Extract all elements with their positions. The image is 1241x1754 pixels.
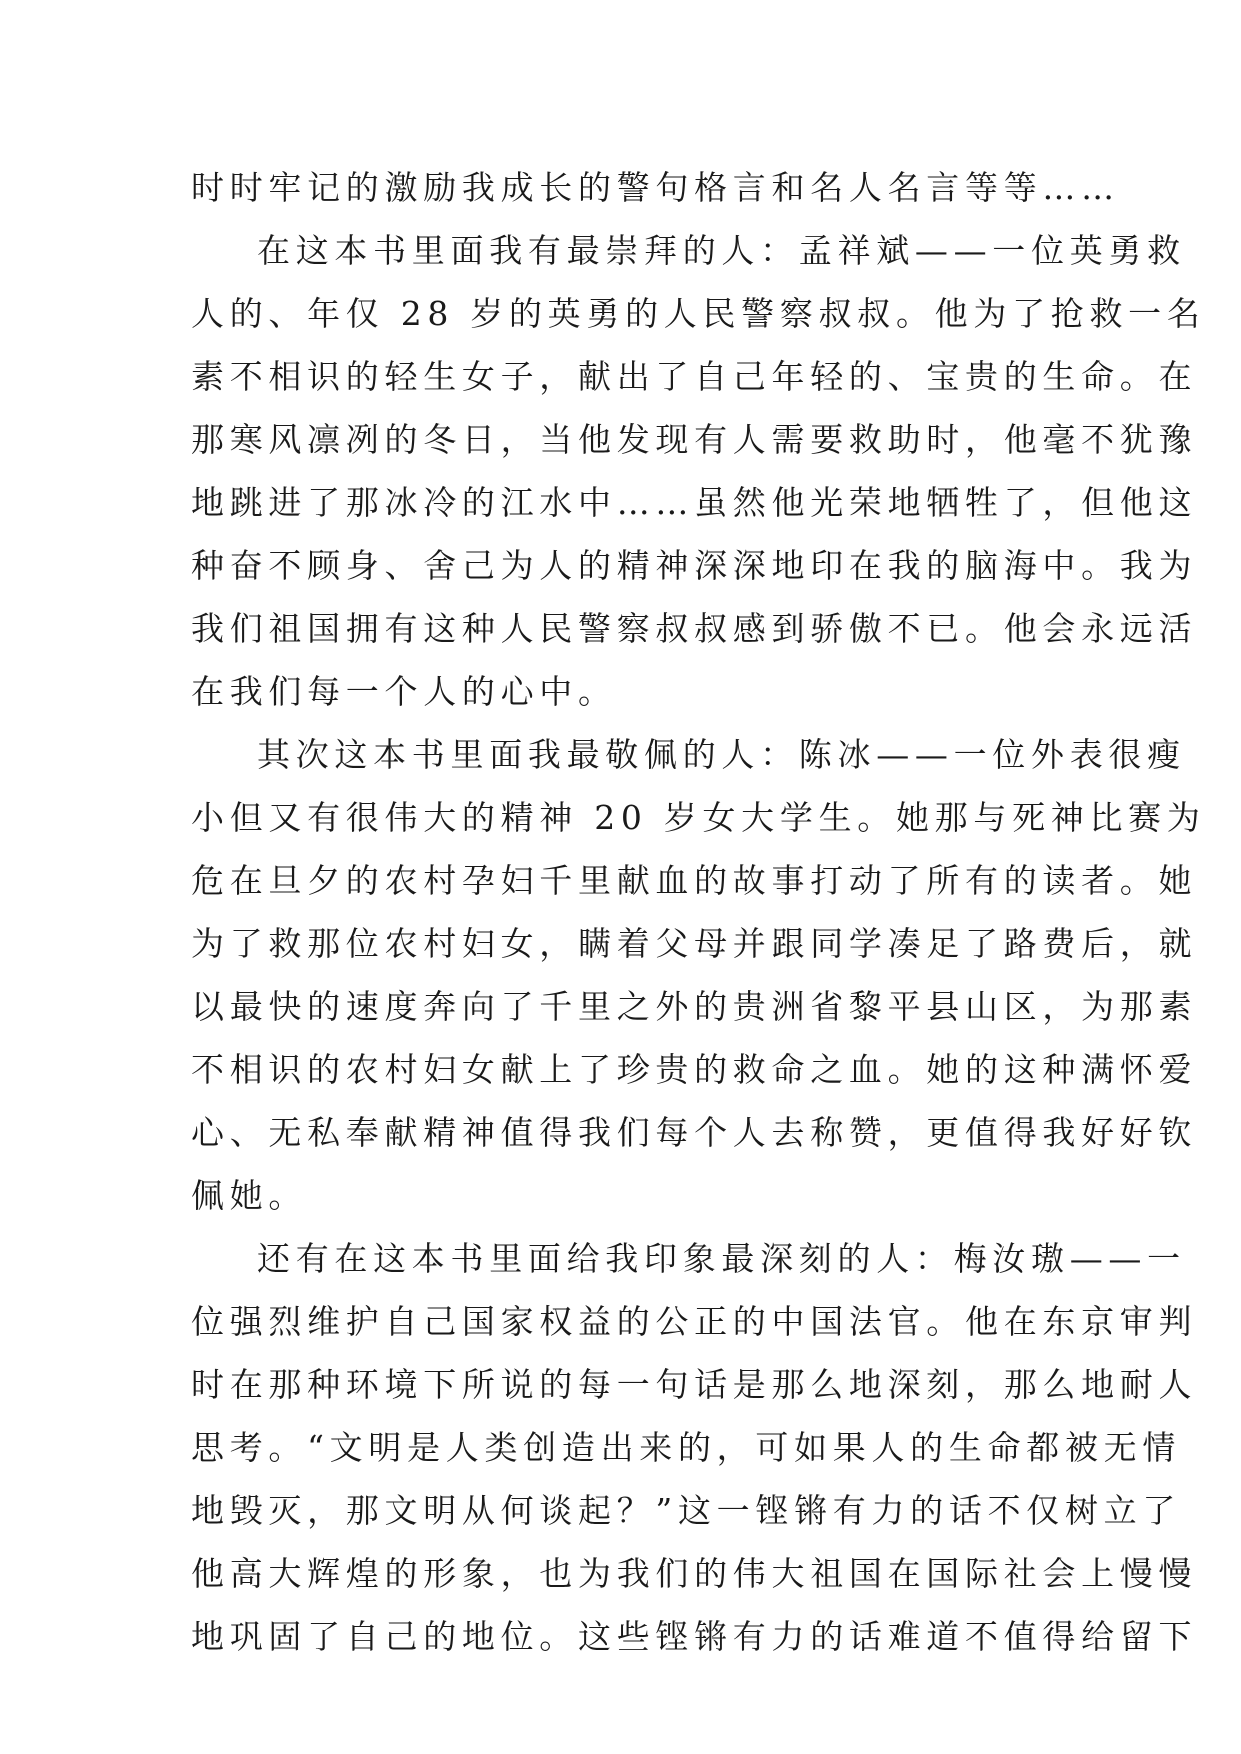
text-line: 那寒风凛冽的冬日，当他发现有人需要救助时，他毫不犹豫	[191, 420, 1198, 459]
text-line: 心、无私奉献精神值得我们每个人去称赞，更值得我好好钦	[191, 1113, 1198, 1152]
text-line: 人的、年仅 28 岁的英勇的人民警察叔叔。他为了抢救一名	[191, 294, 1206, 333]
paragraph-first-line: 其次这本书里面我最敬佩的人：陈冰——一位外表很瘦	[257, 735, 1186, 774]
text-line: 在我们每一个人的心中。	[191, 672, 617, 711]
text-line: 素不相识的轻生女子，献出了自己年轻的、宝贵的生命。在	[191, 357, 1198, 396]
body-text	[191, 156, 1206, 1668]
text-line: 他高大辉煌的形象，也为我们的伟大祖国在国际社会上慢慢	[191, 1554, 1198, 1593]
text-line: 为了救那位农村妇女，瞒着父母并跟同学凑足了路费后，就	[191, 924, 1198, 963]
text-line: 时在那种环境下所说的每一句话是那么地深刻，那么地耐人	[191, 1365, 1198, 1404]
text-line: 时时牢记的激励我成长的警句格言和名人名言等等……	[191, 168, 1120, 207]
text-line: 佩她。	[191, 1176, 308, 1215]
paragraph-first-line: 在这本书里面我有最崇拜的人：孟祥斌——一位英勇救	[257, 231, 1186, 270]
text-line: 思考。“文明是人类创造出来的，可如果人的生命都被无情	[191, 1428, 1182, 1467]
text-line: 地巩固了自己的地位。这些铿锵有力的话难道不值得给留下	[191, 1617, 1198, 1656]
paragraph-first-line: 还有在这本书里面给我印象最深刻的人：梅汝璈——一	[257, 1239, 1186, 1278]
text-line: 地毁灭，那文明从何谈起？”这一铿锵有力的话不仅树立了	[191, 1491, 1182, 1530]
text-line: 危在旦夕的农村孕妇千里献血的故事打动了所有的读者。她	[191, 861, 1198, 900]
text-line: 以最快的速度奔向了千里之外的贵洲省黎平县山区，为那素	[191, 987, 1198, 1026]
text-line: 小但又有很伟大的精神 20 岁女大学生。她那与死神比赛为	[191, 798, 1206, 837]
text-line: 我们祖国拥有这种人民警察叔叔感到骄傲不已。他会永远活	[191, 609, 1198, 648]
text-line: 地跳进了那冰冷的江水中……虽然他光荣地牺牲了，但他这	[191, 483, 1198, 522]
text-line: 不相识的农村妇女献上了珍贵的救命之血。她的这种满怀爱	[191, 1050, 1198, 1089]
text-line: 位强烈维护自己国家权益的公正的中国法官。他在东京审判	[191, 1302, 1198, 1341]
text-line: 种奋不顾身、舍己为人的精神深深地印在我的脑海中。我为	[191, 546, 1198, 585]
